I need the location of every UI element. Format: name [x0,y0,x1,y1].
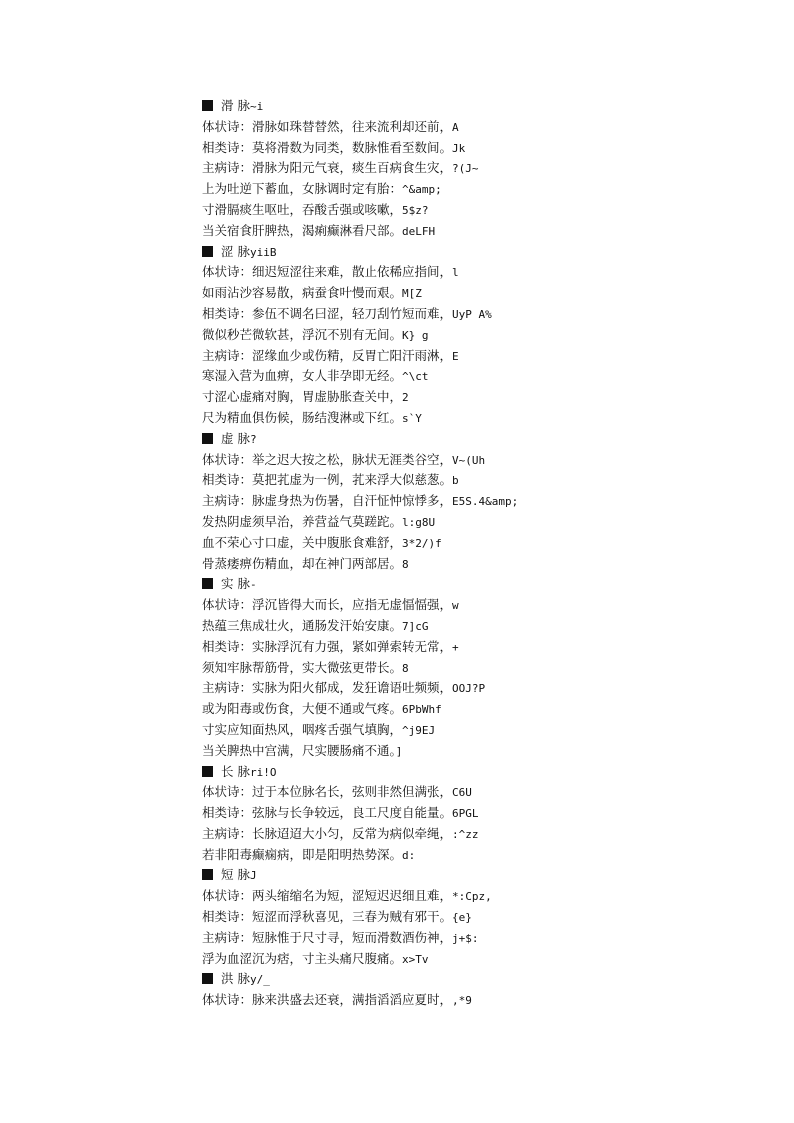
heading-title: 滑 脉 [221,98,250,113]
square-bullet-icon [202,433,213,444]
verse-text: 相类诗：弦脉与长争较远，良工尺度自能量。 [202,805,453,821]
garbled-code: ? [249,432,257,446]
verse-line [202,512,762,533]
verse-line [202,990,762,1011]
verse-text: 骨蒸痿痹伤精血，却在神门两部居。 [202,555,403,571]
heading-title: 虚 脉 [221,430,250,446]
verse-text: 主病诗：长脉迢迢大小匀，反常为病似牵绳， [202,825,453,841]
heading-title: 实 脉 [221,576,250,592]
poem-text-block [202,96,762,1011]
verse-line [202,470,762,491]
verse-line [202,138,762,159]
verse-line [202,824,762,845]
garbled-code: Jk [452,141,466,155]
verse-text: 热蕴三焦成壮火，通肠发汗始安康。 [202,617,403,633]
garbled-code: ] [395,744,403,758]
garbled-code: j+$: [452,931,479,945]
verse-line [202,346,762,367]
verse-line [202,408,762,429]
verse-line [202,907,762,928]
garbled-code: 7]cG [402,619,429,633]
garbled-code: ri!O [249,765,277,779]
verse-line [202,304,762,325]
garbled-code: b [452,474,459,488]
verse-text: 寸涩心虚痛对胸，胃虚胁胀查关中， [202,389,403,405]
section-heading [202,574,762,595]
heading-title: 长 脉 [221,763,250,779]
garbled-code: 3*2/)f [402,536,442,550]
verse-line [202,637,762,658]
garbled-code: d: [402,848,416,862]
verse-text: 主病诗：实脉为阳火郁成，发狂谵语吐频频， [202,680,453,696]
verse-line [202,678,762,699]
verse-text: 尺为精血俱伤候，肠结溲淋或下红。 [202,409,403,425]
verse-text: 上为吐逆下蓄血，女脉调时定有胎： [202,181,403,197]
garbled-code: deLFH [402,224,436,238]
verse-line [202,782,762,803]
verse-text: 体状诗：举之迟大按之松，脉状无涯类谷空， [202,451,453,467]
verse-line [202,803,762,824]
verse-line [202,450,762,471]
verse-text: 相类诗：莫把芤虚为一例，芤来浮大似慈葱。 [202,472,453,488]
garbled-code: E [452,349,459,363]
garbled-code: OOJ?P [452,682,486,696]
verse-line [202,886,762,907]
square-bullet-icon [202,246,213,257]
garbled-code: s`Y [402,411,422,425]
garbled-code: ~i [249,100,264,113]
verse-text: 发热阴虚须早治，养营益气莫蹉跎。 [202,513,403,529]
verse-line [202,117,762,138]
garbled-code: ^j9EJ [402,723,436,737]
garbled-code: E5S.4&amp; [452,495,519,509]
garbled-code: - [249,578,257,592]
section-heading [202,865,762,886]
garbled-code: w [452,599,459,613]
verse-text: 相类诗：莫将滑数为同类，数脉惟看至数间。 [202,139,453,155]
verse-text: 寒湿入营为血痹，女人非孕即无经。 [202,368,403,384]
garbled-code: 5$z? [402,203,429,217]
verse-line [202,616,762,637]
garbled-code: ?(J~ [452,162,479,176]
verse-line [202,221,762,242]
verse-text: 体状诗：过于本位脉名长，弦则非然但满张， [202,784,453,800]
garbled-code: UyP A% [452,307,492,321]
garbled-code: 8 [402,557,409,571]
verse-text: 如雨沾沙容易散，病蚕食叶慢而艰。 [202,285,403,301]
verse-text: 寸滑膈痰生呕吐，吞酸舌强或咳嗽， [202,201,403,217]
garbled-code: 6PbWhf [402,703,442,717]
garbled-code: 8 [402,661,409,675]
verse-line [202,720,762,741]
verse-line [202,200,762,221]
garbled-code: :^zz [452,827,479,841]
section-heading [202,762,762,783]
garbled-code: M[Z [402,287,422,301]
verse-text: 浮为血涩沉为痞，寸主头痛尺腹痛。 [202,950,403,966]
garbled-code: yiiB [249,245,277,259]
garbled-code: l:g8U [402,515,436,529]
verse-text: 体状诗：浮沉皆得大而长，应指无虚愊愊强， [202,597,453,613]
verse-text: 体状诗：细迟短涩往来难，散止依稀应指间， [202,264,453,280]
verse-text: 当关脾热中宫满，尺实腰肠痛不通。 [202,742,396,758]
section-heading [202,429,762,450]
verse-line [202,262,762,283]
verse-text: 血不荣心寸口虚，关中腹胀食难舒， [202,534,403,550]
verse-text: 当关宿食肝脾热，渴痢癫淋看尺部。 [202,222,403,238]
verse-line [202,179,762,200]
verse-text: 相类诗：实脉浮沉有力强，紧如弹索转无常， [202,638,453,654]
verse-text: 主病诗：脉虚身热为伤暑，自汗怔忡惊悸多， [202,493,453,509]
garbled-code: + [452,640,459,654]
verse-line [202,949,762,970]
garbled-code: ,*9 [452,994,472,1008]
verse-text: 体状诗：脉来洪盛去还衰，满指滔滔应夏时， [202,992,453,1008]
verse-text: 主病诗：短脉惟于尺寸寻，短而滑数酒伤神， [202,929,453,945]
garbled-code: y/_ [249,973,270,987]
verse-text: 相类诗：参伍不调名曰涩，轻刀刮竹短而难， [202,305,453,321]
garbled-code: ^\ct [402,370,429,384]
section-heading [202,242,762,263]
verse-text: 主病诗：涩缘血少或伤精，反胃亡阳汗雨淋， [202,347,453,363]
verse-line [202,366,762,387]
verse-text: 或为阳毒或伤食，大便不通或气疼。 [202,701,403,717]
verse-line [202,845,762,866]
garbled-code: A [452,120,459,134]
garbled-code: J [249,869,257,883]
garbled-code: K} g [402,328,429,342]
garbled-code: V~(Uh [452,453,486,467]
square-bullet-icon [202,973,213,984]
square-bullet-icon [202,766,213,777]
section-heading [202,96,762,117]
heading-title: 涩 脉 [221,243,250,259]
garbled-code: l [452,266,459,280]
garbled-code: 2 [402,391,409,405]
garbled-code: *:Cpz, [452,890,492,904]
verse-line [202,928,762,949]
verse-line [202,699,762,720]
verse-line [202,658,762,679]
heading-title: 洪 脉 [221,971,250,987]
verse-line [202,283,762,304]
square-bullet-icon [202,100,213,111]
verse-line [202,158,762,179]
heading-title: 短 脉 [221,867,250,883]
verse-line [202,554,762,575]
verse-text: 微似秒芒微软甚，浮沉不别有无间。 [202,326,403,342]
garbled-code: ^&amp; [402,183,442,197]
verse-line [202,325,762,346]
verse-text: 寸实应知面热风，咽疼舌强气填胸， [202,721,403,737]
square-bullet-icon [202,869,213,880]
verse-text: 若非阳毒癫痫病，即是阳明热势深。 [202,846,403,862]
section-heading [202,969,762,990]
square-bullet-icon [202,578,213,589]
verse-line [202,387,762,408]
verse-line [202,741,762,762]
verse-text: 主病诗：滑脉为阳元气衰，痰生百病食生灾， [202,160,453,176]
garbled-code: 6PGL [452,807,479,821]
verse-line [202,491,762,512]
garbled-code: x>Tv [402,952,429,966]
verse-text: 体状诗：滑脉如珠替替然，往来流利却还前， [202,118,453,134]
verse-line [202,595,762,616]
verse-text: 须知牢脉帮筋骨，实大微弦更带长。 [202,659,403,675]
verse-text: 相类诗：短涩而浮秋喜见，三春为贼有邪干。 [202,909,453,925]
verse-line [202,533,762,554]
garbled-code: C6U [452,786,472,800]
garbled-code: {e} [452,911,472,925]
verse-text: 体状诗：两头缩缩名为短，涩短迟迟细且难， [202,888,453,904]
